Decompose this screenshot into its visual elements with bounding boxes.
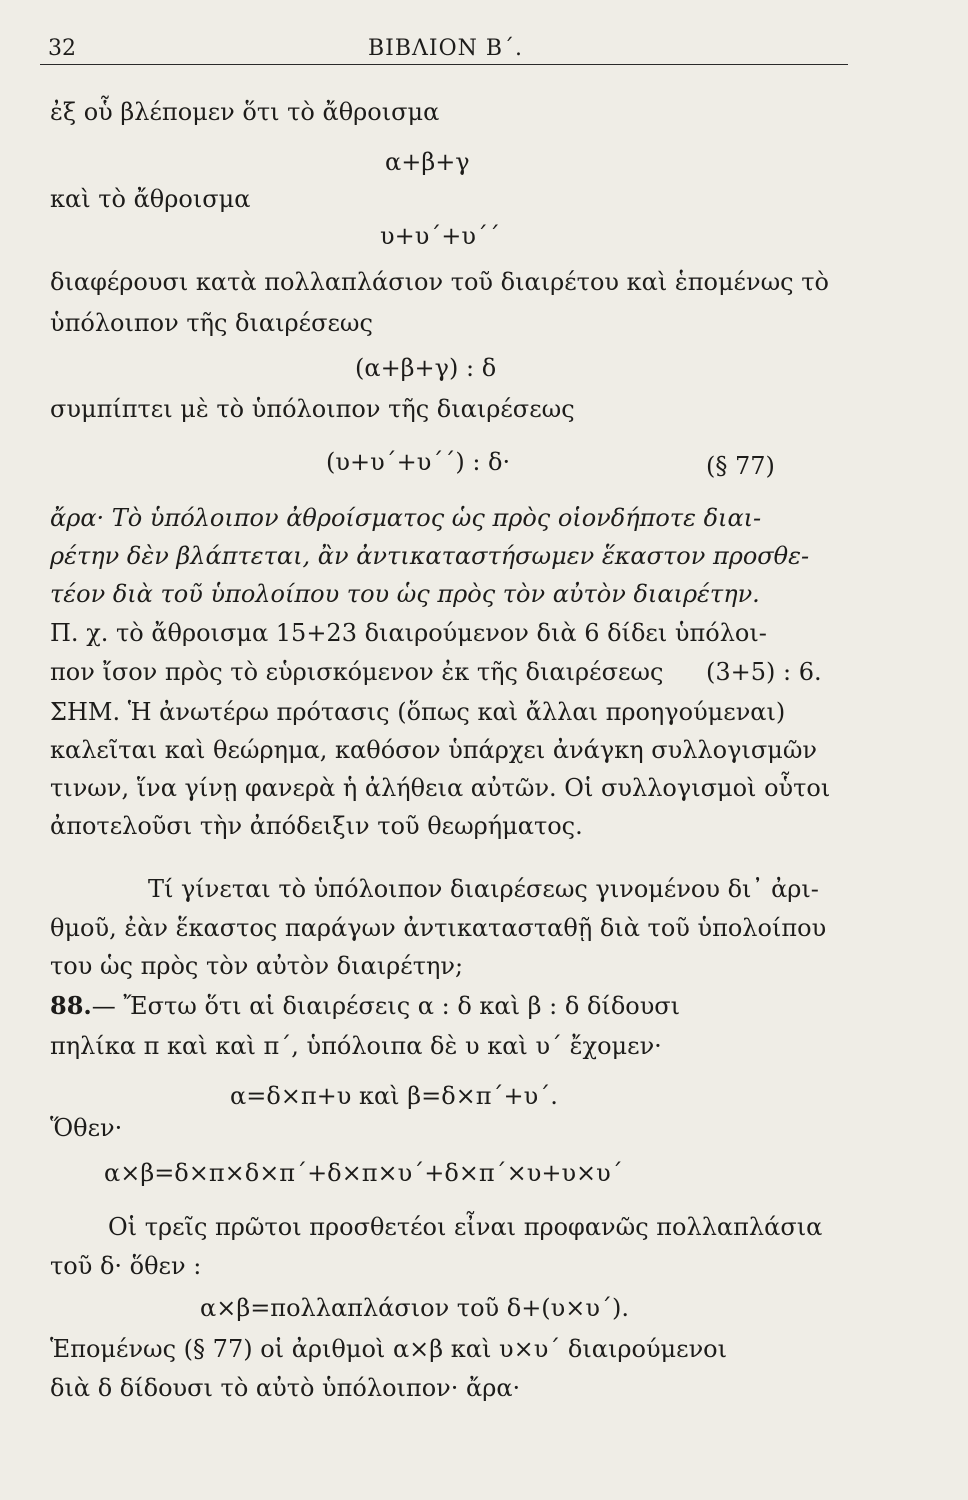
theorem-line-2: ρέτην δὲν βλάπτεται, ἂν ἀντικαταστήσωμεν ἕκαστον προσθε- <box>50 542 810 570</box>
text-line-21: Οἱ τρεῖς πρῶτοι προσθετέοι εἶναι προφανῶς πολλαπλάσια <box>108 1213 823 1241</box>
text-line-23: Ἑπομένως (§ 77) οἱ ἀριθμοὶ α×β καὶ υ×υ΄ διαιρούμενοι <box>50 1335 728 1363</box>
page-number: 32 <box>48 36 76 61</box>
note-line-1: ΣΗΜ. Ἡ ἀνωτέρω πρότασις (ὅπως καὶ ἄλλαι προηγούμεναι) <box>50 698 786 726</box>
running-head: ΒΙΒΛΙΟΝ Β΄. <box>368 36 524 61</box>
section-number: 88. <box>50 991 92 1020</box>
text-line-5: συμπίπτει μὲ τὸ ὑπόλοιπον τῆς διαιρέσεως <box>50 395 575 423</box>
formula-multiple: α×β=πολλαπλάσιον τοῦ δ+(υ×υ΄). <box>200 1294 629 1322</box>
section-88-line-1 <box>50 990 680 1022</box>
example-line-2: πον ἴσον πρὸς τὸ εὑρισκόμενον ἐκ τῆς διαιρέσεως <box>50 658 664 686</box>
theorem-line-1: ἄρα· Τὸ ὑπόλοιπον ἀθροίσματος ὡς πρὸς οἱονδήποτε διαι- <box>50 504 762 532</box>
text-line-24: διὰ δ δίδουσι τὸ αὐτὸ ὑπόλοιπον· ἄρα· <box>50 1374 521 1402</box>
text-line-22: τοῦ δ· ὅθεν : <box>50 1252 202 1280</box>
example-line-1: Π. χ. τὸ ἄθροισμα 15+23 διαιρούμενον διὰ 6 δίδει ὑπόλοι- <box>50 619 767 647</box>
section-88-text: — Ἔστω ὅτι αἱ διαιρέσεις α : δ καὶ β : δ δίδουσι <box>91 992 681 1020</box>
header-rule <box>40 64 848 65</box>
question-line-2: θμοῦ, ἐὰν ἕκαστος παράγων ἀντικατασταθῇ διὰ τοῦ ὑπολοίπου <box>50 914 827 942</box>
theorem-line-3: τέον διὰ τοῦ ὑπολοίπου του ὡς πρὸς τὸν αὐτὸν διαιρέτην. <box>50 580 760 608</box>
formula-sum-2: υ+υ΄+υ΄΄ <box>380 222 500 250</box>
formula-division-2: (υ+υ΄+υ΄΄) : δ· <box>326 448 511 476</box>
formula-product: α×β=δ×π×δ×π΄+δ×π×υ΄+δ×π΄×υ+υ×υ΄ <box>104 1159 623 1187</box>
formula-definitions: α=δ×π+υ καὶ β=δ×π΄+υ΄. <box>230 1082 558 1110</box>
text-line-3: διαφέρουσι κατὰ πολλαπλάσιον τοῦ διαιρέτου καὶ ἑπομένως τὸ <box>50 268 829 296</box>
formula-division-1: (α+β+γ) : δ <box>355 354 497 382</box>
text-line-1: ἐξ οὗ βλέπομεν ὅτι τὸ ἄθροισμα <box>50 98 440 126</box>
section-88-line-2: πηλίκα π καὶ καὶ π΄, ὑπόλοιπα δὲ υ καὶ υ΄ ἔχομεν· <box>50 1032 662 1060</box>
formula-sum-1: α+β+γ <box>385 148 470 176</box>
page-header <box>0 36 968 66</box>
example-division: (3+5) : 6. <box>706 658 822 686</box>
question-line-1: Τί γίνεται τὸ ὑπόλοιπον διαιρέσεως γινομένου δι᾽ ἀρι- <box>148 875 819 903</box>
text-line-2: καὶ τὸ ἄθροισμα <box>50 185 251 213</box>
question-line-3: του ὡς πρὸς τὸν αὐτὸν διαιρέτην; <box>50 952 464 980</box>
section-reference: (§ 77) <box>706 452 775 480</box>
note-line-3: τινων, ἵνα γίνῃ φανερὰ ἡ ἀλήθεια αὐτῶν. Οἱ συλλογισμοὶ οὗτοι <box>50 774 831 802</box>
text-line-4: ὑπόλοιπον τῆς διαιρέσεως <box>50 309 373 337</box>
note-line-2: καλεῖται καὶ θεώρημα, καθόσον ὑπάρχει ἀνάγκη συλλογισμῶν <box>50 736 817 764</box>
note-line-4: ἀποτελοῦσι τὴν ἀπόδειξιν τοῦ θεωρήματος. <box>50 812 583 840</box>
text-hence: Ὅθεν· <box>50 1114 123 1142</box>
